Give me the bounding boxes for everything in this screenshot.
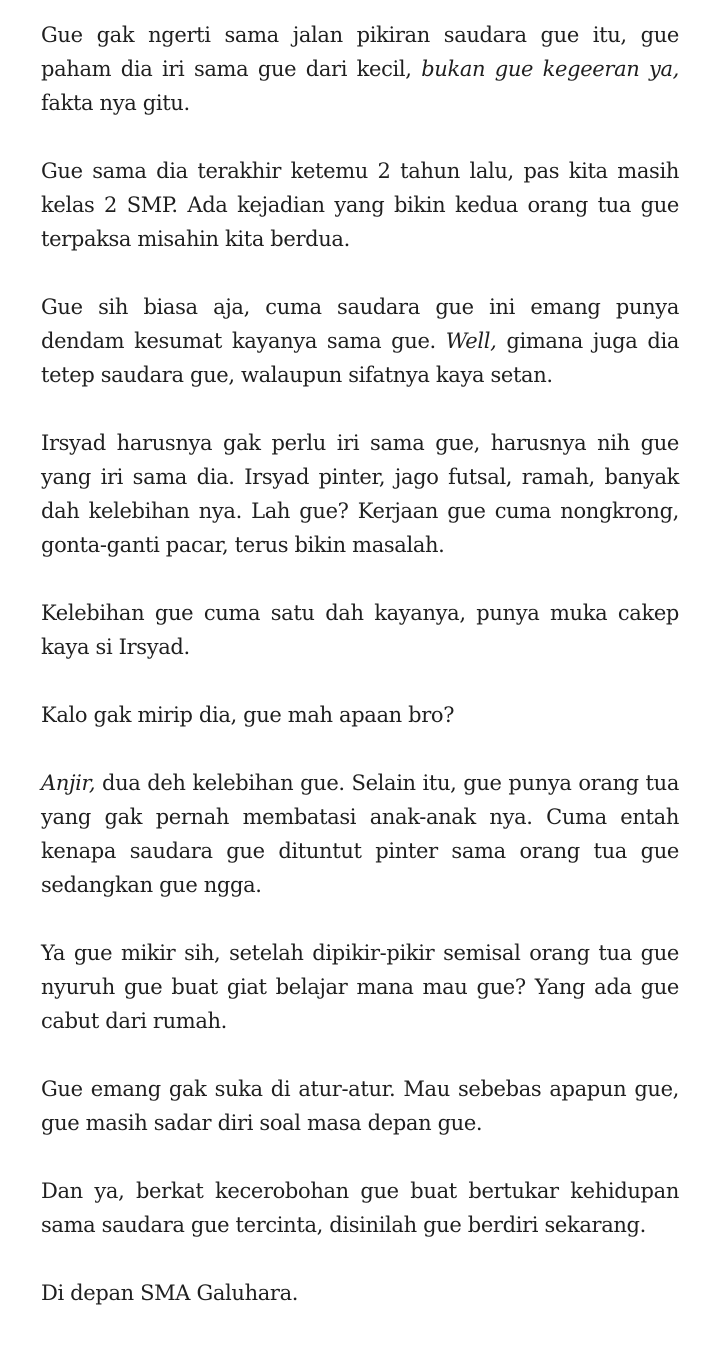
text-segment: Irsyad harusnya gak perlu iri sama gue, harusnya nih gue yang iri sama dia. Irsyad pinter, jago futsal, ramah, banyak dah kelebihan nya. Lah gue? Kerjaan gue cuma nongkrong, gonta-ganti pacar, terus bikin masalah.	[41, 431, 679, 557]
text-segment: Gue gak ngerti sama jalan pikiran saudara gue itu, gue paham dia iri sama gue dari kecil,	[41, 23, 679, 81]
paragraph	[41, 1276, 679, 1310]
paragraph	[41, 18, 679, 120]
text-segment: Dan ya, berkat kecerobohan gue buat bertukar kehidupan sama saudara gue tercinta, disinilah gue berdiri sekarang.	[41, 1179, 679, 1237]
paragraph	[41, 698, 679, 732]
italic-segment: Well,	[445, 329, 497, 353]
text-segment: Ya gue mikir sih, setelah dipikir-pikir semisal orang tua gue nyuruh gue buat giat belajar mana mau gue? Yang ada gue cabut dari rumah.	[41, 941, 679, 1033]
paragraph	[41, 290, 679, 392]
italic-segment: bukan gue kegeeran ya,	[421, 57, 679, 81]
text-segment: Kalo gak mirip dia, gue mah apaan bro?	[41, 703, 455, 727]
paragraph	[41, 1174, 679, 1242]
text-segment: dua deh kelebihan gue. Selain itu, gue punya orang tua yang gak pernah membatasi anak-anak nya. Cuma entah kenapa saudara gue dituntut pinter sama orang tua gue sedangkan gue ngga.	[41, 771, 679, 897]
text-segment: fakta nya gitu.	[41, 91, 190, 115]
text-segment: Gue sama dia terakhir ketemu 2 tahun lalu, pas kita masih kelas 2 SMP. Ada kejadian yang bikin kedua orang tua gue terpaksa misahin kita berdua.	[41, 159, 679, 251]
paragraph	[41, 596, 679, 664]
paragraph	[41, 1072, 679, 1140]
story-text	[41, 18, 679, 1310]
text-segment: gimana juga dia tetep saudara gue, walaupun sifatnya kaya setan.	[41, 329, 679, 387]
paragraph	[41, 426, 679, 562]
italic-segment: Anjir,	[41, 771, 96, 795]
paragraph	[41, 936, 679, 1038]
paragraph	[41, 154, 679, 256]
text-segment: Di depan SMA Galuhara.	[41, 1281, 299, 1305]
text-segment: Kelebihan gue cuma satu dah kayanya, punya muka cakep kaya si Irsyad.	[41, 601, 679, 659]
paragraph	[41, 766, 679, 902]
text-segment: Gue sih biasa aja, cuma saudara gue ini emang punya dendam kesumat kayanya sama gue.	[41, 295, 679, 353]
text-segment: Gue emang gak suka di atur-atur. Mau sebebas apapun gue, gue masih sadar diri soal masa depan gue.	[41, 1077, 679, 1135]
